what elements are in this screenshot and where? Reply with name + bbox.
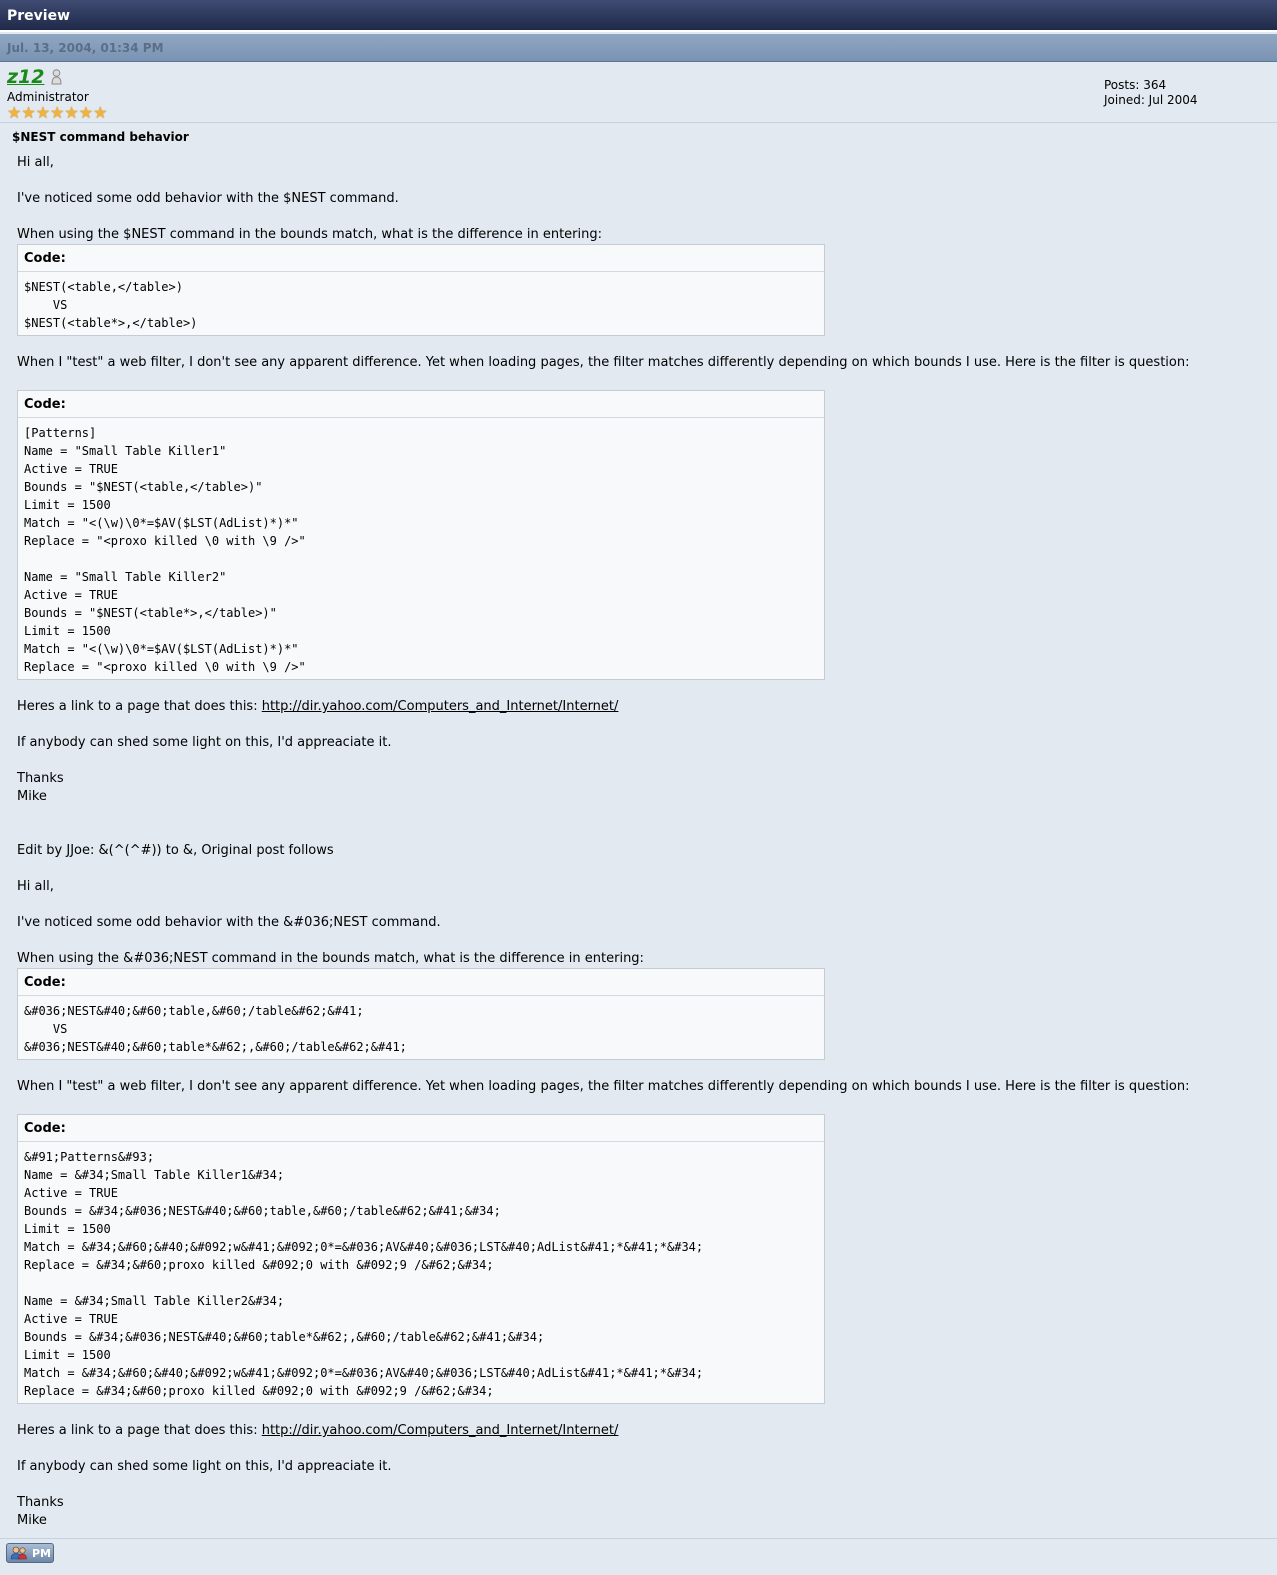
pm-label: PM bbox=[32, 1546, 52, 1560]
post-date-bar bbox=[0, 34, 1277, 62]
rating-star-icon: ★ bbox=[21, 103, 36, 122]
post-paragraph: Hi all, bbox=[17, 879, 54, 894]
post-signoff: Thanks Mike bbox=[17, 771, 64, 804]
divider bbox=[0, 1538, 1277, 1539]
link-prefix: Heres a link to a page that does this: bbox=[17, 699, 262, 714]
rating-star-icon: ★ bbox=[50, 103, 65, 122]
user-role: Administrator bbox=[7, 90, 89, 104]
code-content: $NEST(<table,</table>) VS $NEST(<table*>,</table>) bbox=[24, 280, 198, 330]
user-rating bbox=[7, 105, 307, 121]
rating-star-icon: ★ bbox=[78, 103, 94, 122]
code-label: Code: bbox=[18, 969, 824, 996]
pm-button[interactable] bbox=[6, 1543, 54, 1563]
post-count: Posts: 364 bbox=[1104, 78, 1167, 92]
yahoo-link[interactable]: http://dir.yahoo.com/Computers_and_Internet/Internet/ bbox=[261, 1423, 619, 1438]
code-block bbox=[17, 968, 825, 1060]
code-content: [Patterns] Name = "Small Table Killer1" Active = TRUE Bounds = "$NEST(<table,</table>)" Limit = 1500 Match = "<(\w)\0*=$AV($LST(AdList)*)*" Replace = "<proxo killed \0 with \9 />" Name = "Small Table Killer2" Active = TRUE Bounds = "$NEST(<table*>,</table>)" Limit = 1500 Match = "<(\w)\0*=$AV($LST(AdList)*)*" Replace = "<proxo killed \0 with \9 />" bbox=[24, 426, 306, 674]
post-date: Jul. 13, 2004, 01:34 PM bbox=[7, 41, 164, 55]
post-paragraph: When using the $NEST command in the bounds match, what is the difference in entering: bbox=[17, 227, 602, 242]
rating-star-icon: ★ bbox=[35, 103, 51, 122]
code-block bbox=[17, 244, 825, 336]
edit-note: Edit by JJoe: &(^(^#)) to &, Original post follows bbox=[17, 843, 334, 858]
link-prefix: Heres a link to a page that does this: bbox=[17, 1423, 262, 1438]
post-paragraph: If anybody can shed some light on this, I'd appreaciate it. bbox=[17, 735, 392, 750]
post-paragraph: When I "test" a web filter, I don't see any apparent difference. Yet when loading pages, the filter matches differently depending on which bounds I use. Here is the filter is question: bbox=[17, 1079, 1190, 1094]
code-label: Code: bbox=[18, 391, 824, 418]
preview-header bbox=[0, 0, 1277, 32]
post-paragraph: When using the &#036;NEST command in the bounds match, what is the difference in entering: bbox=[17, 951, 644, 966]
join-date: Joined: Jul 2004 bbox=[1104, 93, 1198, 107]
users-icon bbox=[10, 1546, 28, 1560]
user-offline-icon bbox=[51, 69, 62, 85]
code-content: &#036;NEST&#40;&#60;table,&#60;/table&#62;&#41; VS &#036;NEST&#40;&#60;table*&#62;,&#60;/table&#62;&#41; bbox=[24, 1004, 407, 1054]
rating-star-icon: ★ bbox=[7, 103, 22, 122]
post-paragraph: I've noticed some odd behavior with the $NEST command. bbox=[17, 191, 399, 206]
code-label: Code: bbox=[18, 1115, 824, 1142]
user-stats bbox=[1104, 78, 1198, 108]
preview-title: Preview bbox=[7, 8, 71, 24]
rating-star-icon: ★ bbox=[93, 103, 108, 122]
post-paragraph bbox=[17, 698, 1257, 716]
code-label: Code: bbox=[18, 245, 824, 272]
post-signoff: Thanks Mike bbox=[17, 1495, 64, 1528]
divider bbox=[0, 122, 1277, 123]
username-link[interactable]: z12 bbox=[7, 66, 45, 88]
post-title: $NEST command behavior bbox=[12, 130, 189, 144]
post-paragraph: If anybody can shed some light on this, I'd appreaciate it. bbox=[17, 1459, 392, 1474]
yahoo-link[interactable]: http://dir.yahoo.com/Computers_and_Internet/Internet/ bbox=[261, 699, 619, 714]
post-paragraph: Hi all, bbox=[17, 155, 54, 170]
code-block bbox=[17, 1114, 825, 1404]
post-paragraph: I've noticed some odd behavior with the &#036;NEST command. bbox=[17, 915, 441, 930]
post-body bbox=[17, 154, 1257, 1530]
user-info bbox=[7, 66, 307, 121]
rating-star-icon: ★ bbox=[64, 103, 79, 122]
post-paragraph bbox=[17, 1422, 1257, 1440]
post-paragraph: When I "test" a web filter, I don't see any apparent difference. Yet when loading pages, the filter matches differently depending on which bounds I use. Here is the filter is question: bbox=[17, 355, 1190, 370]
code-block bbox=[17, 390, 825, 680]
code-content: &#91;Patterns&#93; Name = &#34;Small Table Killer1&#34; Active = TRUE Bounds = &#34;&#036;NEST&#40;&#60;table,&#60;/table&#62;&#41;&#34; Limit = 1500 Match = &#34;&#60;&#40;&#092;w&#41;&#092;0*=&#036;AV&#40;&#036;LST&#40;AdList&#41;*&#41;*&#34; Replace = &#34;&#60;proxo killed &#092;0 with &#092;9 /&#62;&#34; Name = &#34;Small Table Killer2&#34; Active = TRUE Bounds = &#34;&#036;NEST&#40;&#60;table*&#62;,&#60;/table&#62;&#41;&#34; Limit = 1500 Match = &#34;&#60;&#40;&#092;w&#41;&#092;0*=&#036;AV&#40;&#036;LST&#40;AdList&#41;*&#41;*&#34; Replace = &#34;&#60;proxo killed &#092;0 with &#092;9 /&#62;&#34; bbox=[24, 1150, 704, 1398]
